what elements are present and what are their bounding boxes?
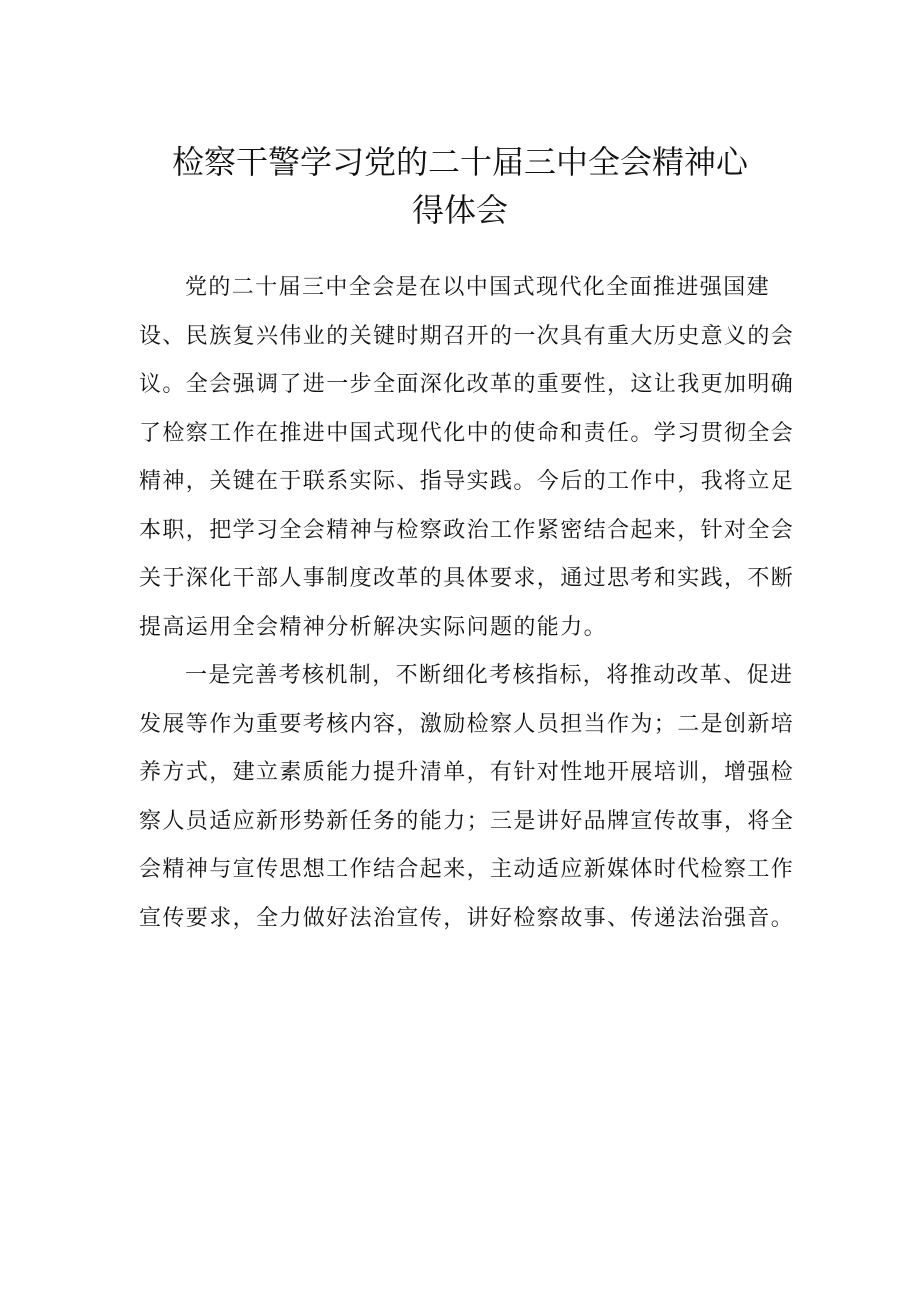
- paragraph-line: 了检察工作在推进中国式现代化中的使命和责任。学习贯彻全会: [139, 420, 795, 446]
- paragraph-line: 关于深化干部人事制度改革的具体要求，通过思考和实践，不断: [139, 566, 795, 591]
- paragraph-line: 会精神与宣传思想工作结合起来，主动适应新媒体时代检察工作: [139, 857, 795, 882]
- paragraph-line: 发展等作为重要考核内容，激励检察人员担当作为；二是创新培: [139, 711, 795, 737]
- paragraph-line: 设、民族复兴伟业的关键时期召开的一次具有重大历史意义的会: [139, 323, 795, 349]
- document-title: [140, 138, 780, 234]
- paragraph-line: 党的二十届三中全会是在以中国式现代化全面推进强国建: [185, 275, 771, 300]
- title-line-1: 检察干警学习党的二十届三中全会精神心: [171, 143, 748, 181]
- paragraph-1: [139, 264, 795, 652]
- title-line-2: 得体会: [411, 191, 508, 229]
- paragraph-line: 养方式，建立素质能力提升清单，有针对性地开展培训，增强检: [139, 760, 795, 785]
- paragraph-2: [139, 652, 795, 943]
- paragraph-line: 一是完善考核机制，不断细化考核指标，将推动改革、促进: [185, 663, 794, 688]
- paragraph-line: 精神，关键在于联系实际、指导实践。今后的工作中，我将立足: [139, 469, 795, 494]
- paragraph-line: 宣传要求，全力做好法治宣传，讲好检察故事、传递法治强音。: [139, 905, 795, 931]
- paragraph-line: 察人员适应新形势新任务的能力；三是讲好品牌宣传故事，将全: [139, 808, 795, 834]
- document-body: [139, 264, 795, 943]
- paragraph-line: 议。全会强调了进一步全面深化改革的重要性，这让我更加明确: [139, 372, 795, 397]
- paragraph-line: 提高运用全会精神分析解决实际问题的能力。: [139, 614, 608, 640]
- paragraph-line: 本职，把学习全会精神与检察政治工作紧密结合起来，针对全会: [139, 517, 795, 543]
